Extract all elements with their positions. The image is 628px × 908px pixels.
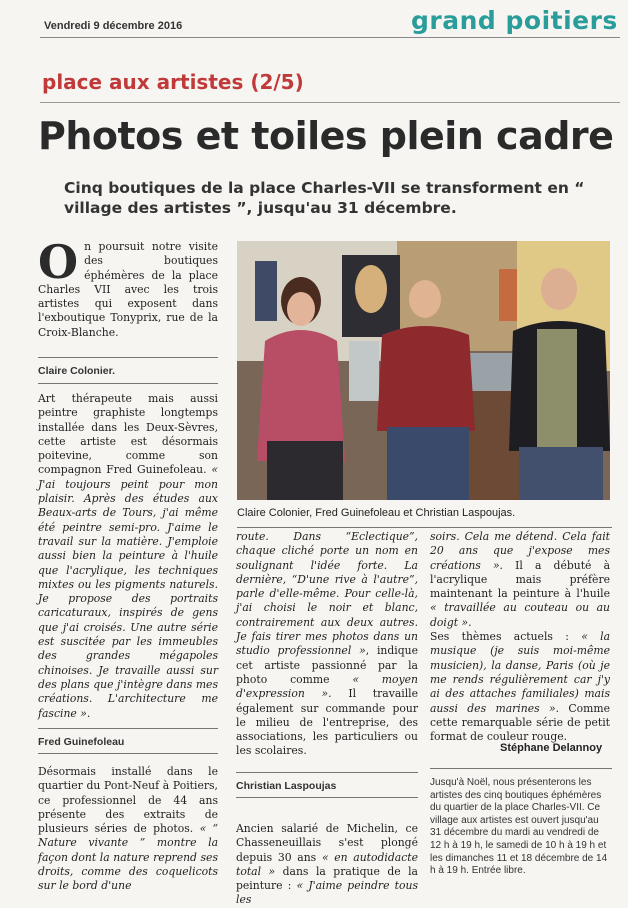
paragraph-christian-cont bbox=[430, 530, 610, 744]
page-date: Vendredi 9 décembre 2016 bbox=[44, 20, 183, 32]
christian-text-2: dans la pratique de la peinture : bbox=[236, 864, 418, 893]
fred-quote: « “ Nature vivante ” montre la façon dont la nature reprend ses droits, comme des coquelicots sur le bord d'une bbox=[38, 822, 218, 893]
christian-themes-quote: « la musique (je suis moi-même musicien), la danse, Paris (où je me rends régulièrement car j'y ai des attaches familiales) mais aussi des marines ». bbox=[430, 630, 611, 715]
byline-rule bbox=[38, 753, 218, 754]
fred-text-cont: , indique cet artiste passionné par la photo comme bbox=[236, 644, 418, 686]
christian-quote: « en autodidacte total » bbox=[236, 850, 418, 878]
christian-quote-cont: soirs. Cela me détend. Cela fait 20 ans que j'expose mes créations ». bbox=[430, 530, 610, 572]
lead-text: n poursuit notre visite des boutiques éphémères de la place Charles VII avec les trois artistes qui exposent dans l'exboutique Tonyprix, rue de la Croix-Blanche. bbox=[38, 240, 218, 339]
header-rule bbox=[40, 37, 620, 38]
drop-cap: O bbox=[38, 235, 79, 289]
lead-paragraph bbox=[38, 235, 218, 340]
byline-fred: Fred Guinefoleau bbox=[38, 728, 218, 748]
claire-text: Art thérapeute mais aussi peintre graphiste longtemps installée dans les Deux-Sèvres, cette artiste est désormais poitevine, comme son compagnon Fred Guinefoleau. bbox=[38, 392, 218, 477]
christian-quote-2: « J'aime peindre tous les bbox=[236, 879, 418, 907]
photo-illustration bbox=[237, 241, 610, 500]
fred-text-cont-2: Il travaille également sur commande pour le milieu de l'entreprise, des associations, les particuliers ou les scolaires. bbox=[236, 687, 419, 758]
fred-text: Désormais installé dans le quartier du Pont-Neuf à Poitiers, ce professionnel de 44 ans présente des extraits de plusieurs séries de photos. bbox=[38, 765, 218, 836]
paragraph-fred bbox=[38, 765, 218, 894]
fred-quote-cont-2: « moyen d'expression ». bbox=[236, 672, 418, 701]
paragraph-claire bbox=[38, 392, 218, 721]
christian-text-cont: Il a débuté à l'acrylique mais préfère maintenant la peinture à l'huile bbox=[430, 558, 611, 601]
byline-christian: Christian Laspoujas bbox=[236, 772, 418, 792]
info-box: Jusqu'à Noël, nous présenterons les artistes des cinq boutiques éphémères du quartier de la place Charles-VII. Ce village aux artistes est ouvert jusqu'au 31 décembre du mardi au vendredi de 12 h à 19 h, le samedi de 10 h à 19 h et les dimanches 11 et 18 décembre de 14 h à 19 h. Entrée libre. bbox=[430, 768, 612, 878]
caption-rule bbox=[237, 527, 612, 528]
section-title: grand poitiers bbox=[411, 6, 618, 35]
article-subhead: Cinq boutiques de la place Charles-VII se transforment en “ village des artistes ”, jusqu'au 31 décembre. bbox=[64, 179, 585, 217]
paragraph-christian bbox=[236, 822, 418, 908]
christian-quote-cont-2: « travaillée au couteau ou au doigt ». bbox=[430, 601, 610, 629]
christian-themes-label: Ses thèmes actuels : bbox=[430, 630, 582, 644]
paragraph-fred-cont bbox=[236, 530, 418, 759]
byline-claire: Claire Colonier. bbox=[38, 357, 218, 377]
article-headline: Photos et toiles plein cadre bbox=[38, 114, 614, 158]
christian-text: Ancien salarié de Michelin, ce Chasseneuillais s'est plongé depuis 30 ans bbox=[236, 822, 418, 864]
article-photo bbox=[237, 241, 610, 500]
photo-caption: Claire Colonier, Fred Guinefoleau et Christian Laspoujas. bbox=[237, 507, 516, 519]
fred-quote-cont: route. Dans “Eclectique”, chaque cliché porte un nom en soulignant l'idée forte. La dernière, “D'une rive à l'autre”, parle d'elle-même. Pour celle-là, j'ai choisi le noir et blanc, contrairement aux deux autres. Je fais tirer mes photos dans un studio professionnel » bbox=[236, 530, 418, 658]
article-kicker: place aux artistes (2/5) bbox=[42, 70, 304, 94]
christian-themes-text: Comme cette remarquable série de petit format de couleur rouge. bbox=[430, 701, 611, 744]
byline-rule bbox=[38, 383, 218, 384]
kicker-rule bbox=[40, 102, 620, 103]
claire-quote: « J'ai toujours peint pour mon plaisir. Après des études aux Beaux-arts de Tours, j'ai même été peintre semi-pro. J'aime le travail sur la matière. J'emploie aussi bien la peinture à l'huile que l'acrylique, les techniques mixtes ou les pigments naturels. Je propose des portraits caricaturaux, inspirés de gens que j'ai croisés. Une autre série est suscitée par les immeubles des grandes mégapoles chinoises. Je travaille aussi sur des plans que j'intègre dans mes créations. L'architecture me fascine ». bbox=[38, 463, 218, 720]
author-signature: Stéphane Delannoy bbox=[500, 742, 603, 754]
byline-rule bbox=[236, 797, 418, 798]
